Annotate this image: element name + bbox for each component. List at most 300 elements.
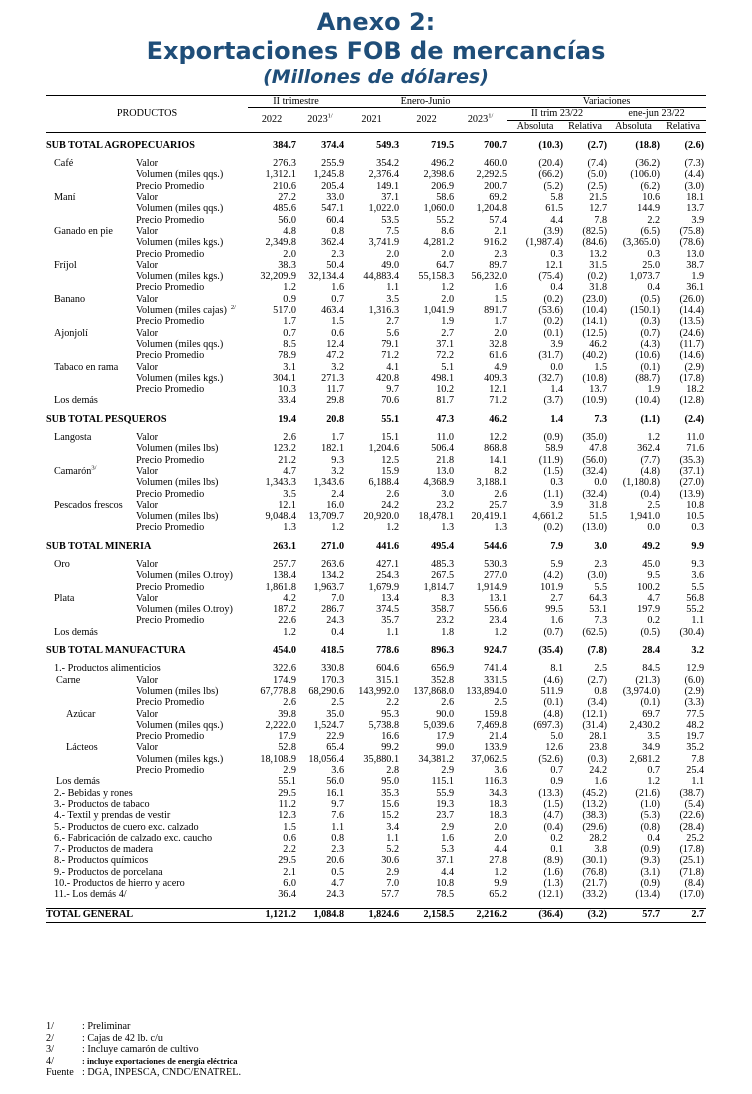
product-name-text: 7.- Productos de madera [54,844,154,856]
product-name [46,833,248,844]
table-row [46,615,706,626]
value-cell: (3.3) [684,697,705,709]
value-cell: 197.9 [637,604,661,616]
table-row [46,237,706,248]
value-cell: 2.0 [386,248,400,260]
value-cell: (12.1) [582,708,608,720]
value-cell: 549.3 [376,139,400,151]
value-cell: 3.5 [386,293,400,305]
value-cell: 5.6 [386,327,400,339]
value-cell: 31.5 [589,259,608,271]
product-name-text: Los demás [54,626,98,638]
value-cell: (17.0) [679,889,705,901]
value-cell: 18.2 [686,384,705,396]
value-cell: 39.8 [278,708,297,720]
footnote-text: : Preliminar [82,1021,131,1032]
value-cell: 3.4 [386,821,400,833]
value-cell: 460.0 [484,158,508,170]
value-cell: 58.9 [545,443,564,455]
value-cell: (5.2) [543,180,564,192]
value-cell: (0.9) [543,432,564,444]
product-name [46,282,136,293]
value-cell: 0.5 [331,866,345,878]
value-cell: (3.1) [640,866,661,878]
footnote-text: : Incluye camarón de cultivo [82,1044,199,1055]
value-cell: 5.3 [441,844,455,856]
measure-name [136,339,248,350]
value-cell: 0.4 [331,626,345,638]
measure-text: Valor [136,708,159,720]
value-cell: 11.0 [436,432,455,444]
table-row [46,709,706,720]
table-row [46,742,706,753]
table-row [46,776,706,787]
value-cell: 32,134.4 [308,271,345,283]
value-cell: (0.1) [640,361,661,373]
value-cell: 23.2 [436,615,455,627]
value-cell: 1.1 [331,821,345,833]
value-cell: (106.0) [630,169,661,181]
value-cell: 65.2 [489,889,508,901]
value-cell: 1,343.3 [265,477,297,489]
value-cell: 144.9 [637,203,661,215]
value-cell: 4.4 [550,214,564,226]
value-cell: 101.9 [540,581,564,593]
table-row [46,627,706,638]
value-cell: 2,292.5 [476,169,508,181]
value-cell: 0.2 [550,832,564,844]
value-cell: 55.9 [436,787,455,799]
value-cell: 3.2 [691,645,705,657]
value-cell: 37.1 [436,855,455,867]
product-name-text: Azúcar [66,708,96,720]
value-cell: (6.0) [684,674,705,686]
product-name-text: Tabaco en rama [54,361,119,373]
value-cell: (2.4) [684,413,705,425]
product-name-text: Banano [54,293,86,305]
value-cell: 2.7 [660,908,706,922]
header-2023: $2023^{1/}$ [296,108,344,133]
product-name-text: 8.- Productos químicos [54,855,149,867]
table-row [46,373,706,384]
value-cell: 25.4 [686,765,705,777]
value-cell: 3.5 [647,731,661,743]
value-cell: (4.3) [640,338,661,350]
measure-text: Precio Promedio [136,615,205,627]
value-cell: 71.6 [686,443,705,455]
value-cell: 25.0 [642,259,661,271]
product-name [46,395,136,406]
value-cell: 1.2 [647,432,661,444]
value-cell: (82.5) [582,225,608,237]
table-row [46,810,706,821]
value-cell: 13.7 [686,203,705,215]
table-row [46,192,706,203]
value-cell: 35.0 [326,708,345,720]
value-cell: (13.4) [635,889,661,901]
measure-text: Valor [136,192,159,204]
value-cell: 134.2 [321,570,345,582]
value-cell: 2.6 [386,488,400,500]
value-cell: (5.0) [587,169,608,181]
value-cell: 3.1 [283,361,297,373]
value-cell: 3.2 [331,465,345,477]
value-cell: (1.1) [543,488,564,500]
value-cell: (4.2) [543,570,564,582]
value-cell: 409.3 [484,372,508,384]
value-cell: 1,245.8 [313,169,345,181]
value-cell: 276.3 [273,158,297,170]
value-cell: (31.4) [582,719,608,731]
value-cell: 68,290.6 [308,685,345,697]
product-name [46,627,136,638]
value-cell: 1,824.6 [344,908,399,922]
value-cell: 35.2 [686,742,705,754]
value-cell: 547.1 [321,203,345,215]
value-cell: 7.3 [594,413,608,425]
value-cell: 604.6 [376,663,400,675]
value-cell: 133.9 [484,742,508,754]
value-cell: 1,914.9 [476,581,508,593]
spacer-row [46,407,706,414]
value-cell: 22.6 [278,615,297,627]
value-cell: (0.3) [587,753,608,765]
value-cell: 0.2 [647,615,661,627]
value-cell: (8.9) [543,855,564,867]
value-cell: 5.1 [441,361,455,373]
value-cell: 331.5 [484,674,508,686]
value-cell: 2,349.8 [265,237,297,249]
footnote [46,1067,241,1079]
value-cell: 61.5 [545,203,564,215]
value-cell: (32.4) [582,465,608,477]
product-name [46,754,136,765]
value-cell: 16.0 [326,499,345,511]
table-row [46,559,706,570]
value-cell: 78.5 [436,889,455,901]
value-cell: 0.9 [283,293,297,305]
product-name-text: 9.- Productos de porcelana [54,866,163,878]
product-name [46,181,136,192]
measure-text: Valor [136,742,159,754]
value-cell: 1,524.7 [313,719,345,731]
product-name [46,350,136,361]
product-name [46,192,136,203]
product-name [46,604,136,615]
measure-name [136,395,248,406]
value-cell: 57.7 [607,908,660,922]
value-cell: 99.2 [381,742,400,754]
spacer-row [46,151,706,158]
measure-name [136,192,248,203]
value-cell: 13,709.7 [308,511,345,523]
value-cell: 29.5 [278,787,297,799]
value-cell: 1,073.7 [629,271,661,283]
footnote-key: Fuente [46,1067,74,1078]
measure-text: Volumen (miles cajas) [136,305,227,317]
annex-title: Anexo 2: [316,8,436,36]
value-cell: (32.7) [538,372,564,384]
header-2022: 2022 [248,108,296,133]
value-cell: (6.2) [640,180,661,192]
value-cell: 1.8 [441,626,455,638]
value-cell: 2.9 [283,765,297,777]
value-cell: 33.4 [278,395,297,407]
product-name [46,466,136,477]
measure-name [136,720,248,731]
spacer-row [46,552,706,559]
measure-text: Precio Promedio [136,384,205,396]
value-cell: (7.8) [587,645,608,657]
product-name-text: Maní [54,192,76,204]
value-cell: 64.7 [436,259,455,271]
value-cell: 719.5 [431,139,455,151]
value-cell: 2.4 [331,488,345,500]
value-cell: 1.2 [386,522,400,534]
product-name-text: 10.- Productos de hierro y acero [54,878,185,889]
table-row [46,697,706,708]
measure-name [136,455,248,466]
table-row [46,799,706,810]
value-cell: (10.9) [582,395,608,407]
value-cell: 0.7 [550,765,564,777]
value-cell: 1.2 [283,282,297,294]
value-cell: 115.1 [431,776,455,788]
product-name-text: 11.- Los demás 4/ [54,889,127,901]
value-cell: (30.1) [582,855,608,867]
value-cell: (36.4) [507,908,563,922]
value-cell: 7.9 [550,540,564,552]
value-cell: 257.7 [273,558,297,570]
value-cell: 1.3 [283,522,297,534]
value-cell: (0.8) [640,821,661,833]
value-cell: 2,430.2 [629,719,661,731]
value-cell: 34,381.2 [418,753,455,765]
value-cell: 1.2 [494,626,508,638]
value-cell: 2.1 [494,225,508,237]
value-cell: 2.9 [441,821,455,833]
measure-name [136,432,248,443]
measure-text: Valor [136,592,159,604]
value-cell: 9.9 [691,540,705,552]
value-cell: 13.2 [589,248,608,260]
measure-text: Valor [136,674,159,686]
value-cell: 5.9 [550,558,564,570]
spacer-row [46,638,706,645]
value-cell: 0.1 [550,844,564,856]
value-cell: (6.5) [640,225,661,237]
value-cell: (0.2) [543,316,564,328]
value-cell: 95.3 [381,708,400,720]
value-cell: 315.1 [376,674,400,686]
value-cell: (2.6) [684,139,705,151]
value-cell: 34.3 [489,787,508,799]
product-name [46,215,136,226]
table-row [46,593,706,604]
measure-text: Volumen (miles lbs) [136,443,219,455]
value-cell: (17.8) [679,372,705,384]
value-cell: 10.2 [436,384,455,396]
measure-text: Precio Promedio [136,316,205,328]
value-cell: (697.3) [533,719,564,731]
value-cell: 2.6 [441,697,455,709]
value-cell: 159.8 [484,708,508,720]
value-cell: 0.4 [550,282,564,294]
value-cell: 1,316.3 [368,305,400,317]
value-cell: 271.3 [321,372,345,384]
table-row [46,867,706,878]
product-name [46,271,136,282]
value-cell: 267.5 [431,570,455,582]
value-cell: 25.2 [686,832,705,844]
value-cell: 20,419.1 [471,511,508,523]
value-cell: 28.1 [589,731,608,743]
value-cell: (71.8) [679,866,705,878]
value-cell: 2.8 [386,765,400,777]
measure-text: Valor [136,465,159,477]
value-cell: 2.5 [647,499,661,511]
value-cell: 9.9 [494,878,508,889]
value-cell: (33.2) [582,889,608,901]
value-cell: 182.1 [321,443,345,455]
value-cell: 868.8 [484,443,508,455]
value-cell: 4.7 [283,465,297,477]
value-cell: (10.6) [635,350,661,362]
value-cell: 1.4 [550,413,564,425]
value-cell: (5.3) [640,810,661,822]
measure-text: Precio Promedio [136,180,205,192]
value-cell: 5.5 [594,581,608,593]
table-row [46,432,706,443]
value-cell: (62.5) [582,626,608,638]
product-name [46,203,136,214]
value-cell: 322.6 [273,663,297,675]
value-cell: 3.2 [331,361,345,373]
value-cell: 123.2 [273,443,297,455]
value-cell: (14.6) [679,350,705,362]
product-name [46,522,136,533]
value-cell: 496.2 [431,158,455,170]
table-row [46,477,706,488]
value-cell: 441.6 [376,540,400,552]
spacer-row [46,901,706,909]
value-cell: 374.4 [321,139,345,151]
value-cell: 11.2 [278,798,297,810]
product-name [46,339,136,350]
value-cell: 354.2 [376,158,400,170]
value-cell: 2.2 [283,844,297,856]
row-label: TOTAL GENERAL [46,908,248,922]
value-cell: 263.6 [321,558,345,570]
value-cell: (32.4) [582,488,608,500]
value-cell: 2.1 [283,866,297,878]
product-name-text: Lácteos [66,742,98,754]
value-cell: 7.3 [594,615,608,627]
value-cell: (0.1) [640,697,661,709]
value-cell: 53.1 [589,604,608,616]
value-cell: 1.3 [494,522,508,534]
value-cell: (3.0) [587,570,608,582]
value-cell: 69.2 [489,192,508,204]
value-cell: 84.5 [642,663,661,675]
value-cell: (10.4) [582,305,608,317]
measure-text: Volumen (miles lbs) [136,511,219,523]
value-cell: 4.7 [647,592,661,604]
product-name [46,889,248,900]
value-cell: (38.3) [582,810,608,822]
table-row [46,675,706,686]
value-cell: 23.7 [436,810,455,822]
measure-text: Valor [136,225,159,237]
value-cell: 200.7 [484,180,508,192]
table-body [46,132,706,922]
product-name [46,249,136,260]
value-cell: (9.3) [640,855,661,867]
header-ii-trim-var: II trim 23/22 [507,108,607,120]
value-cell: 1.5 [594,361,608,373]
measure-name [136,305,248,316]
value-cell: (0.2) [543,293,564,305]
value-cell: (0.5) [640,293,661,305]
value-cell: 174.9 [273,674,297,686]
value-cell: 55.1 [278,776,297,788]
product-name-text: Pescados frescos [54,499,123,511]
value-cell: 143,992.0 [358,685,400,697]
product-name [46,316,136,327]
product-name [46,720,136,731]
product-name [46,844,248,855]
value-cell: (20.4) [538,158,564,170]
value-cell: (2.5) [587,180,608,192]
value-cell: 55.2 [686,604,705,616]
value-cell: 47.2 [326,350,345,362]
value-cell: 896.3 [431,645,455,657]
value-cell: (1.5) [543,465,564,477]
value-cell: 4.7 [331,878,345,889]
value-cell: 916.2 [484,237,508,249]
measure-text: Precio Promedio [136,350,205,362]
measure-name [136,362,248,373]
measure-name [136,754,248,765]
value-cell: (3.7) [543,395,564,407]
value-cell: 0.7 [647,765,661,777]
value-cell: 5,039.6 [423,719,455,731]
value-cell: 1.5 [494,293,508,305]
value-cell: 9.3 [691,558,705,570]
value-cell: 20,920.0 [363,511,400,523]
value-cell: (13.9) [679,488,705,500]
value-cell: (52.6) [538,753,564,765]
value-cell: 13.1 [489,592,508,604]
value-cell: 3.9 [691,214,705,226]
measure-name [136,765,248,776]
value-cell: 1.1 [691,615,705,627]
value-cell: (36.2) [635,158,661,170]
value-cell: (4.4) [684,169,705,181]
measure-name [136,511,248,522]
footnote [46,1021,241,1033]
value-cell: 656.9 [431,663,455,675]
value-cell: 6,188.4 [368,477,400,489]
value-cell: 1.1 [386,626,400,638]
value-cell: (88.7) [635,372,661,384]
value-cell: 29.5 [278,855,297,867]
value-cell: 8.2 [494,465,508,477]
value-cell: (78.6) [679,237,705,249]
value-cell: 556.6 [484,604,508,616]
value-cell: (7.4) [587,158,608,170]
measure-text: Volumen (miles kgs.) [136,271,224,283]
